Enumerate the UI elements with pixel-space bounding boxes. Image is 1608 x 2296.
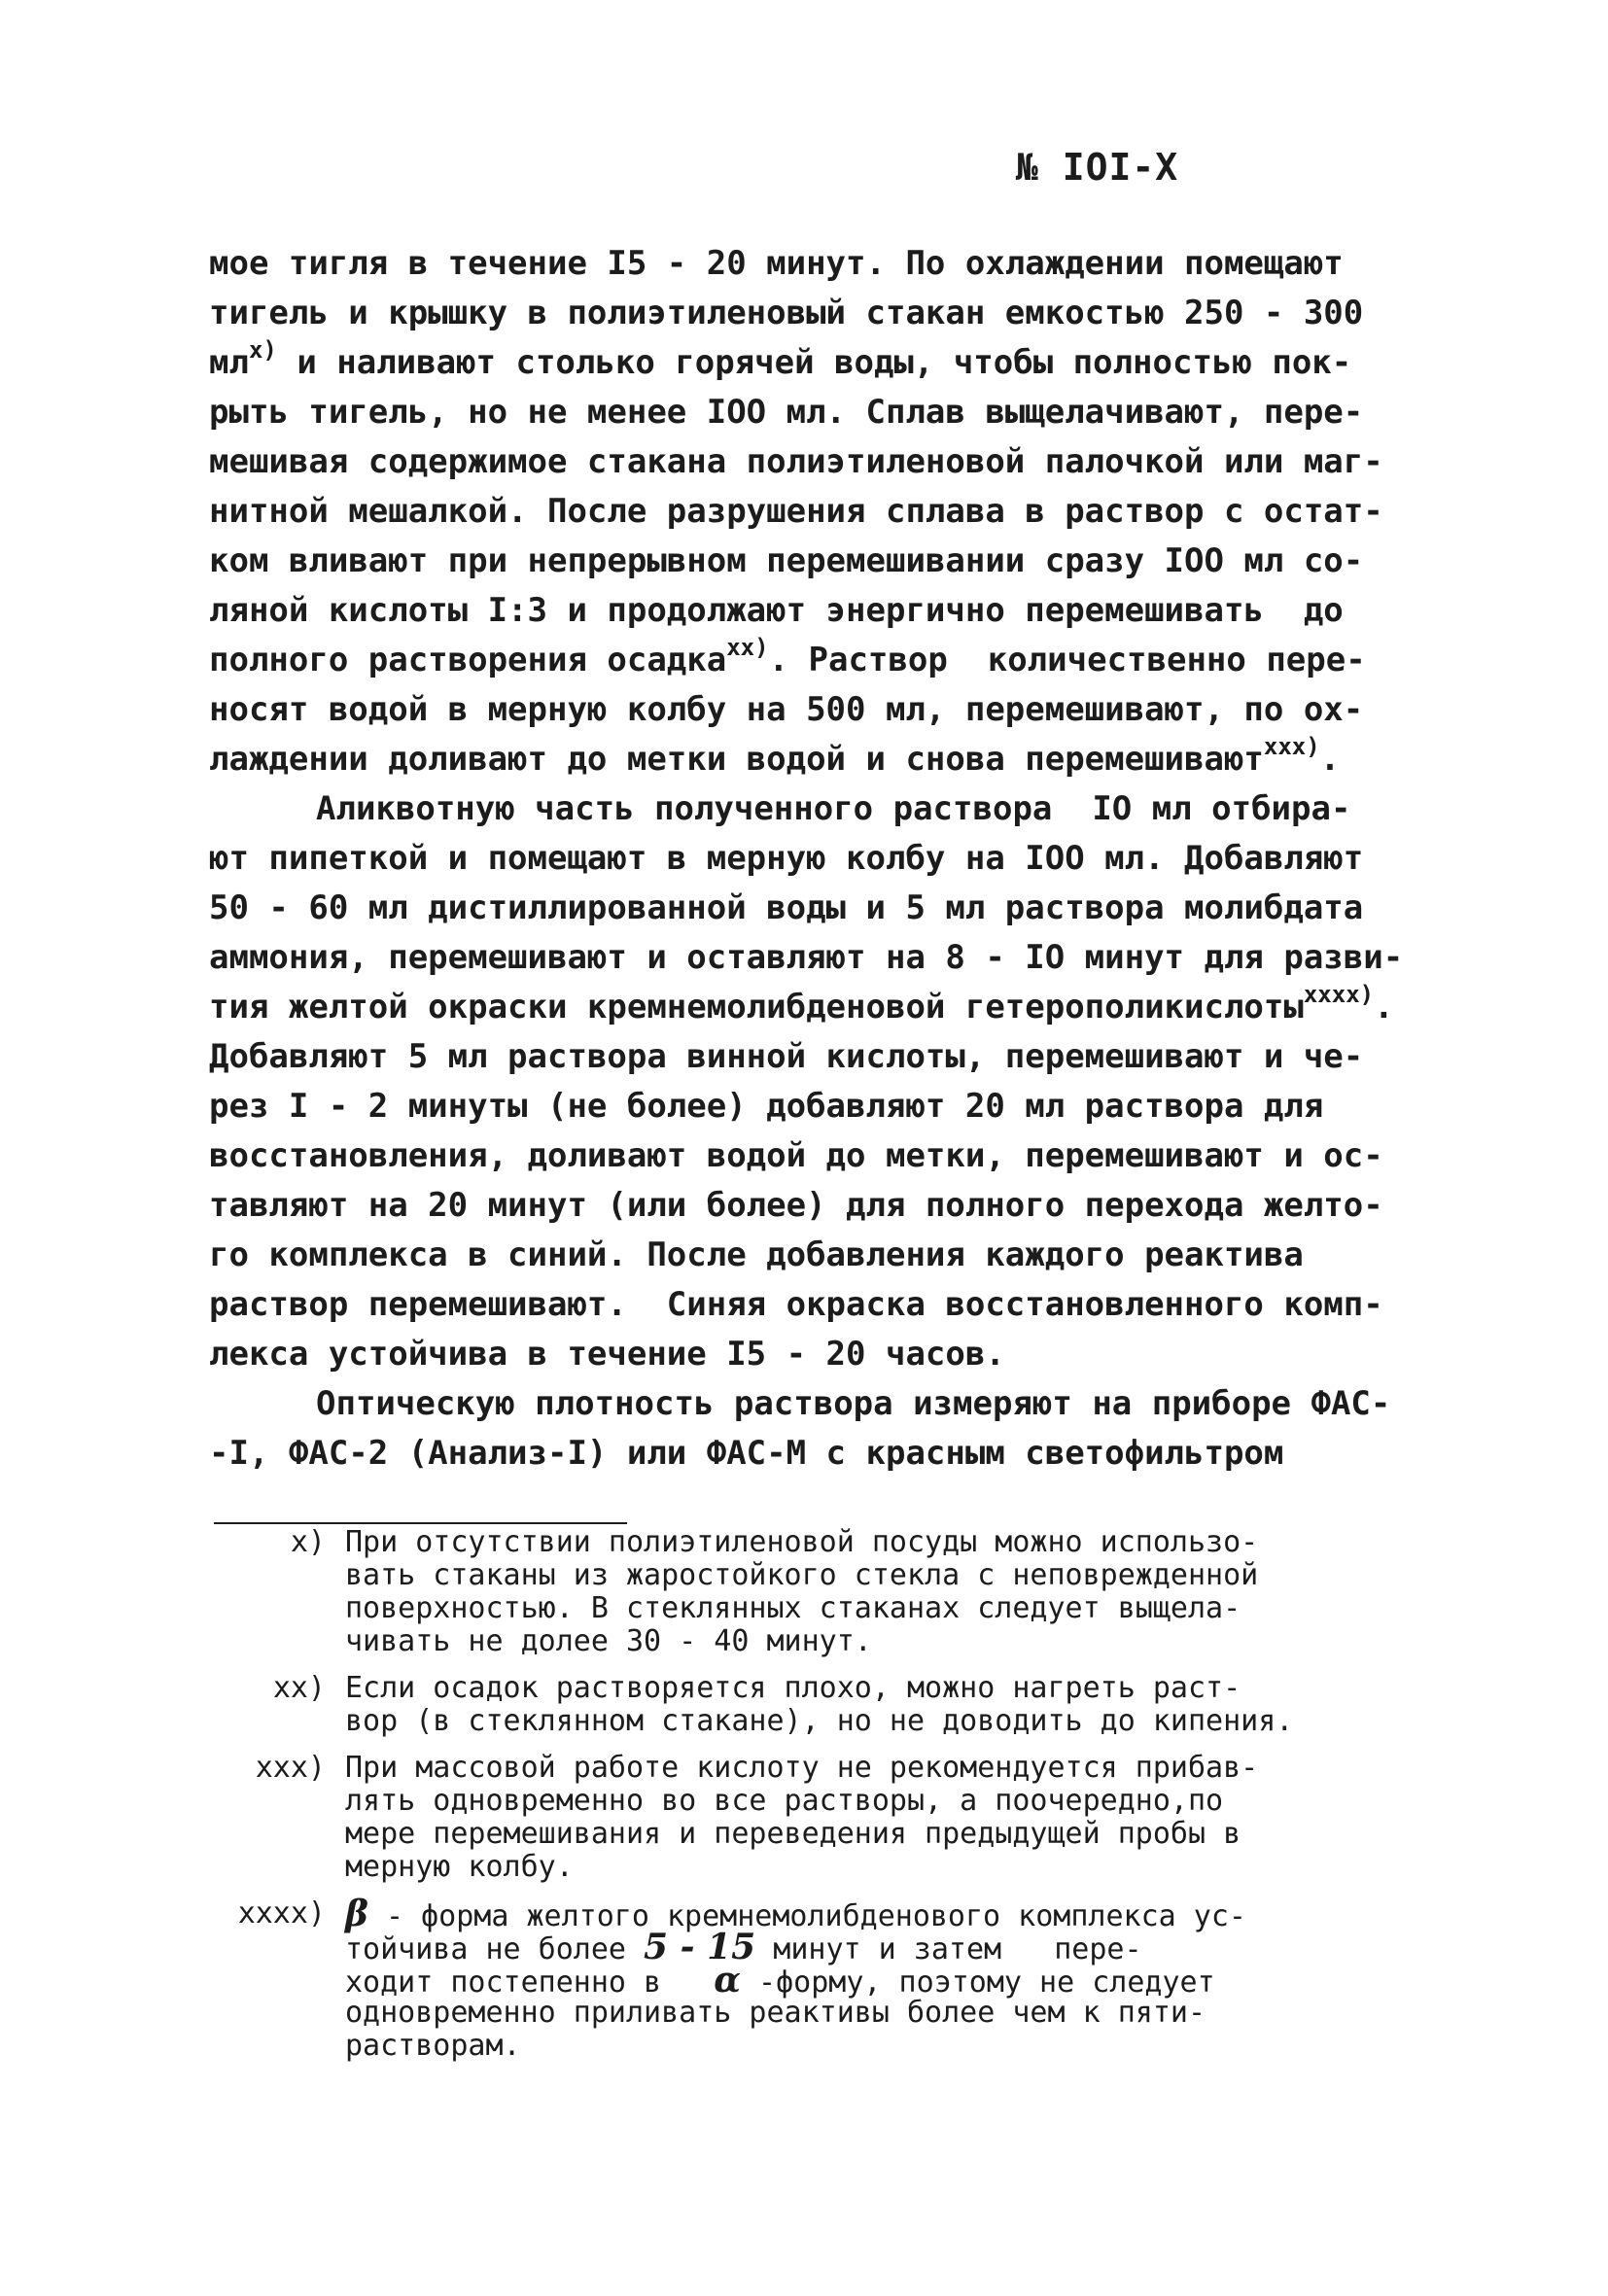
footnote-line: чивать не долее 30 - 40 минут. bbox=[345, 1624, 872, 1658]
footnote-line: вать стаканы из жаростойкого стекла с неповрежденной bbox=[345, 1558, 1259, 1592]
body-line bbox=[209, 784, 1434, 834]
body-line-text: Аликвотную часть полученного раствора IO мл отбира- bbox=[316, 789, 1351, 828]
body-line bbox=[209, 732, 1434, 784]
footnote-reference: xxx) bbox=[1263, 732, 1320, 760]
footnote-separator bbox=[214, 1522, 627, 1524]
body-line bbox=[209, 437, 1434, 487]
footnote bbox=[204, 1672, 1468, 1738]
body-line-text: Оптическую плотность раствора измеряют на приборе ФАС- bbox=[316, 1384, 1391, 1423]
footnote-reference: x) bbox=[248, 335, 277, 364]
body-line bbox=[209, 388, 1434, 437]
body-line-text: ляной кислоты I:3 и продолжают энергично перемешивать до bbox=[209, 591, 1344, 630]
footnote-line-text: одновременно приливать реактивы более чем к пяти- bbox=[345, 1996, 1206, 2030]
body-line-text: лекса устойчива в течение I5 - 20 часов. bbox=[209, 1335, 1005, 1374]
body-line bbox=[209, 980, 1434, 1032]
footnote-line-text: тойчива не более bbox=[345, 1932, 645, 1966]
body-line bbox=[209, 537, 1434, 586]
body-line bbox=[209, 1181, 1434, 1231]
body-line-text: . bbox=[1319, 740, 1341, 779]
body-line bbox=[209, 239, 1434, 289]
body-line bbox=[209, 1280, 1434, 1330]
body-line-text: -I, ФАС-2 (Анализ-I) или ФАС-М с красным светофильтром bbox=[209, 1434, 1284, 1473]
body-line-text: . Раствор количественно пере- bbox=[768, 641, 1366, 679]
body-line-text: полного растворения осадка bbox=[209, 641, 727, 679]
footnote-line: мерную колбу. bbox=[345, 1850, 574, 1884]
body-line-text: го комплекса в синий. После добавления каждого реактива bbox=[209, 1235, 1304, 1274]
body-line bbox=[209, 1429, 1434, 1478]
footnote-reference: xx) bbox=[726, 633, 769, 661]
footnote-line-text: -форму, поэтому не следует bbox=[741, 1966, 1215, 2000]
body-line-text: рез I - 2 минуты (не более) добавляют 20 мл раствора для bbox=[209, 1087, 1324, 1126]
footnote-line: поверхностью. В стеклянных стаканах следует выщела- bbox=[345, 1591, 1241, 1625]
body-line bbox=[209, 685, 1434, 735]
body-line bbox=[209, 834, 1434, 884]
body-line bbox=[209, 335, 1434, 388]
handwritten-insert: α bbox=[714, 1960, 741, 2000]
footnote-line bbox=[345, 1960, 1468, 2000]
footnote-line-text: - форма желтого кремнемолибденового комплекса ус- bbox=[367, 1899, 1246, 1933]
footnotes bbox=[204, 1526, 1468, 2076]
footnote-body bbox=[345, 1526, 1468, 1658]
footnote-line: Если осадок растворяется плохо, можно нагреть раст- bbox=[345, 1671, 1241, 1705]
body-line-text: раствор перемешивают. Синяя окраска восстановленного комп- bbox=[209, 1285, 1383, 1324]
body-line bbox=[209, 933, 1434, 983]
body-line bbox=[209, 289, 1434, 338]
body-line-text: ют пипеткой и помещают в мерную колбу на IOO мл. Добавляют bbox=[209, 839, 1364, 878]
footnote-line-text: ходит постепенно в bbox=[345, 1966, 715, 2000]
body-text bbox=[209, 239, 1434, 1478]
body-line-text: мешивая содержимое стакана полиэтиленовой палочкой или маг- bbox=[209, 442, 1383, 481]
body-line-text: мое тигля в течение I5 - 20 минут. По охлаждении помещают bbox=[209, 244, 1344, 283]
footnote-body bbox=[345, 1672, 1468, 1738]
body-line-text: ком вливают при непрерывном перемешивании сразу IOO мл со- bbox=[209, 541, 1364, 580]
body-line-text: тия желтой окраски кремнемолибденовой гетерополикислоты bbox=[209, 988, 1304, 1026]
body-line-text: 50 - 60 мл дистиллированной воды и 5 мл раствора молибдата bbox=[209, 888, 1364, 927]
handwritten-insert: β bbox=[345, 1894, 368, 1934]
footnote-line-text: минут и затем пере- bbox=[755, 1932, 1142, 1966]
footnote bbox=[204, 1526, 1468, 1658]
body-line bbox=[209, 1082, 1434, 1131]
body-line-text: нитной мешалкой. После разрушения сплава в раствор с остат- bbox=[209, 492, 1383, 531]
footnote-marker: xxxx) bbox=[237, 1896, 326, 1931]
footnote-line: лять одновременно во все растворы, а поочередно,по bbox=[345, 1784, 1224, 1818]
footnote-line bbox=[345, 1997, 1468, 2030]
body-line bbox=[209, 586, 1434, 636]
handwritten-insert: 5 - 15 bbox=[644, 1927, 756, 1967]
body-line bbox=[209, 1231, 1434, 1280]
footnote-marker: xxx) bbox=[255, 1751, 326, 1785]
footnote bbox=[204, 1894, 1468, 2063]
footnote-marker: xx) bbox=[272, 1671, 326, 1705]
body-line bbox=[209, 1330, 1434, 1379]
footnote-line bbox=[345, 1927, 1468, 1967]
body-line bbox=[209, 1379, 1434, 1429]
body-line-text: аммония, перемешивают и оставляют на 8 - IO минут для разви- bbox=[209, 938, 1404, 977]
body-line-text: носят водой в мерную колбу на 500 мл, перемешивают, по ох- bbox=[209, 690, 1364, 729]
body-line-text: Добавляют 5 мл раствора винной кислоты, перемешивают и че- bbox=[209, 1037, 1364, 1076]
footnote-body bbox=[345, 1752, 1468, 1884]
footnote-line bbox=[345, 2030, 1468, 2063]
body-line-text: и наливают столько горячей воды, чтобы полностью пок- bbox=[276, 343, 1352, 382]
body-line-text: . bbox=[1374, 988, 1394, 1026]
body-line-text: рыть тигель, но не менее IOO мл. Сплав выщелачивают, пере- bbox=[209, 393, 1364, 432]
body-line bbox=[209, 884, 1434, 933]
footnote-line bbox=[345, 1894, 1468, 1934]
body-line bbox=[209, 487, 1434, 537]
footnote-reference: xxxx) bbox=[1303, 980, 1375, 1008]
body-line-text: тавляют на 20 минут (или более) для полного перехода желто- bbox=[209, 1186, 1383, 1225]
footnote-body bbox=[345, 1894, 1468, 2063]
document-number: № IOI-X bbox=[1016, 146, 1179, 189]
body-line-text: восстановления, доливают водой до метки, перемешивают и ос- bbox=[209, 1136, 1383, 1175]
footnote bbox=[204, 1752, 1468, 1884]
footnote-line: При отсутствии полиэтиленовой посуды можно использо- bbox=[345, 1525, 1259, 1559]
body-line bbox=[209, 1131, 1434, 1181]
footnote-line-text: растворам. bbox=[345, 2029, 521, 2063]
footnote-marker: x) bbox=[290, 1525, 326, 1559]
body-line-text: лаждении доливают до метки водой и снова перемешивают bbox=[209, 740, 1264, 779]
body-line-text: мл bbox=[209, 343, 249, 382]
footnote-line: мере перемешивания и переведения предыдущей пробы в bbox=[345, 1817, 1241, 1851]
body-line bbox=[209, 1032, 1434, 1082]
body-line bbox=[209, 633, 1434, 685]
body-line-text: тигель и крышку в полиэтиленовый стакан емкостью 250 - 300 bbox=[209, 294, 1364, 332]
footnote-line: При массовой работе кислоту не рекомендуется прибав- bbox=[345, 1751, 1259, 1785]
footnote-line: вор (в стеклянном стакане), но не доводить до кипения. bbox=[345, 1704, 1294, 1738]
